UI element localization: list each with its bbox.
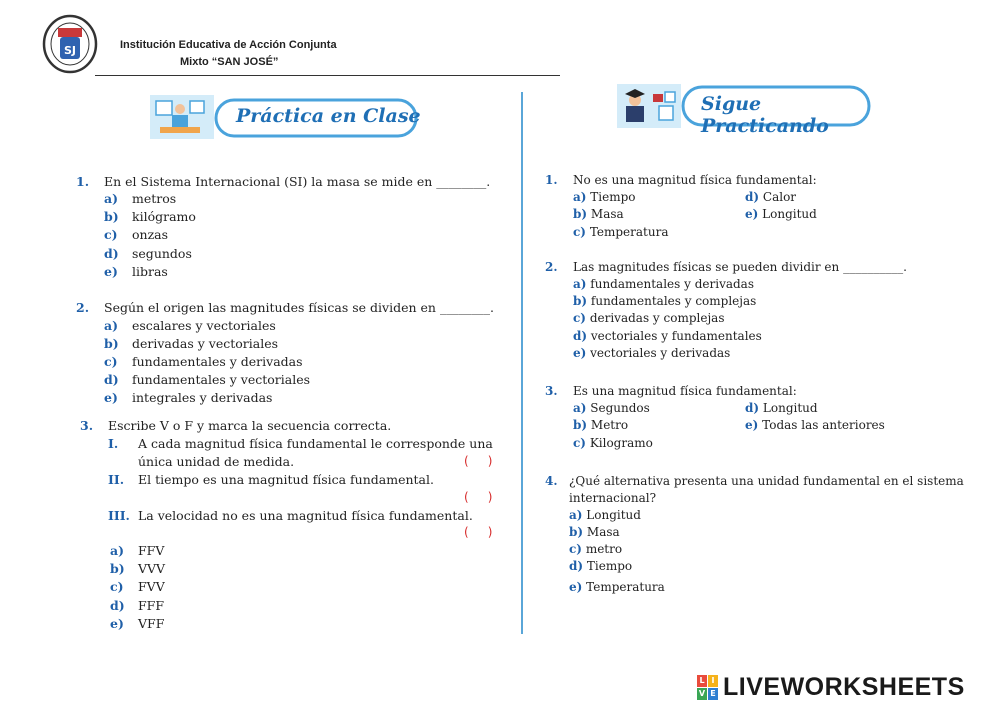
school-seal [42,14,98,74]
right-q1-option[interactable]: a) Tiempo [573,190,636,204]
left-q1-number: 1. [76,174,90,189]
liveworksheets-logo[interactable] [697,673,997,703]
left-q2-text: Según el origen las magnitudes físicas se dividen en ________. [104,300,494,315]
left-q3-statement-1-cont: única unidad de medida. [138,454,295,469]
left-q2-option[interactable]: d) fundamentales y vectoriales [104,372,311,387]
right-q4-option[interactable]: e) Temperatura [569,580,665,594]
left-q3-option[interactable]: d) FFF [110,598,165,613]
left-q2 [76,299,494,317]
school-name: Institución Educativa de Acción Conjunta [120,39,337,51]
practica-banner [146,93,422,143]
left-q3-statement-2: II. El tiempo es una magnitud física fundamental. [108,472,434,487]
left-q3-option[interactable]: e) VFF [110,616,165,631]
left-q2-option[interactable]: e) integrales y derivadas [104,390,273,405]
right-q4-option[interactable]: d) Tiempo [569,559,633,573]
right-q4-option[interactable]: c) metro [569,542,623,556]
right-q1-option[interactable]: e) Longitud [745,207,817,221]
left-q3-number: 3. [80,418,94,433]
header-rule [95,75,560,76]
right-q3-option[interactable]: a) Segundos [573,401,650,415]
left-q3-option[interactable]: c) FVV [110,579,165,594]
right-q3: 3. Es una magnitud física fundamental: [545,384,797,398]
school-name-line2: Mixto “SAN JOSÉ” [180,56,279,68]
left-q3-statement-3: III. La velocidad no es una magnitud física fundamental. [108,508,473,523]
practica-banner-text: Práctica en Clase [236,105,421,127]
left-q2-option[interactable]: b) derivadas y vectoriales [104,336,279,351]
right-q4-cont: internacional? [569,491,657,505]
logo-block: I [708,675,718,687]
logo-block: L [697,675,707,687]
right-q3-option[interactable]: b) Metro [573,418,629,432]
right-q4-option[interactable]: a) Longitud [569,508,641,522]
left-q3-option[interactable]: a) FFV [110,543,165,558]
left-q3-statement-1: I. A cada magnitud física fundamental le corresponde una [108,436,493,451]
left-q3-option[interactable]: b) VVV [110,561,166,576]
left-q1-option[interactable]: a) metros [104,191,177,206]
left-q1-text: En el Sistema Internacional (SI) la masa se mide en ________. [104,174,491,189]
left-q2-option[interactable]: a) escalares y vectoriales [104,318,276,333]
logo-block: V [698,689,706,698]
right-q1-option[interactable]: b) Masa [573,207,624,221]
sigue-banner [613,80,873,137]
seal-text: SJ [63,44,77,57]
right-q2-option[interactable]: c) derivadas y complejas [573,311,725,325]
logo-blocks [697,675,719,701]
logo-block: E [708,688,718,700]
left-q1-option[interactable]: e) libras [104,264,168,279]
left-q1-option[interactable]: d) segundos [104,246,192,261]
right-q2-option[interactable]: a) fundamentales y derivadas [573,277,754,291]
left-q2-number: 2. [76,300,90,315]
right-q2-option[interactable]: d) vectoriales y fundamentales [573,329,762,343]
right-q1-option[interactable]: d) Calor [745,190,797,204]
sigue-banner-text: Sigue Practicando [701,93,829,137]
left-q1-option[interactable]: c) onzas [104,227,169,242]
right-q3-option[interactable]: e) Todas las anteriores [745,418,885,432]
right-q3-option[interactable]: d) Longitud [745,401,818,415]
left-q1 [76,173,490,191]
left-q3-text: Escribe V o F y marca la secuencia correcta. [108,418,392,433]
right-q4: 4. ¿Qué alternativa presenta una unidad fundamental en el sistema [545,474,964,488]
answer-input-3[interactable]: ( ) [464,525,493,539]
left-q1-option[interactable]: b) kilógramo [104,209,196,224]
left-q3 [80,417,391,435]
right-q3-option[interactable]: c) Kilogramo [573,436,653,450]
right-q2: 2. Las magnitudes físicas se pueden dividir en __________. [545,260,907,274]
right-q1: 1. No es una magnitud física fundamental: [545,173,817,187]
liveworksheets-text: LIVEWORKSHEETS [723,673,965,701]
answer-input-2[interactable]: ( ) [464,490,493,504]
right-q4-option[interactable]: b) Masa [569,525,620,539]
left-q2-option[interactable]: c) fundamentales y derivadas [104,354,303,369]
right-q2-option[interactable]: e) vectoriales y derivadas [573,346,731,360]
answer-input-1[interactable]: ( ) [464,454,493,468]
right-q2-option[interactable]: b) fundamentales y complejas [573,294,757,308]
column-divider [521,92,523,634]
right-q1-option[interactable]: c) Temperatura [573,225,669,239]
